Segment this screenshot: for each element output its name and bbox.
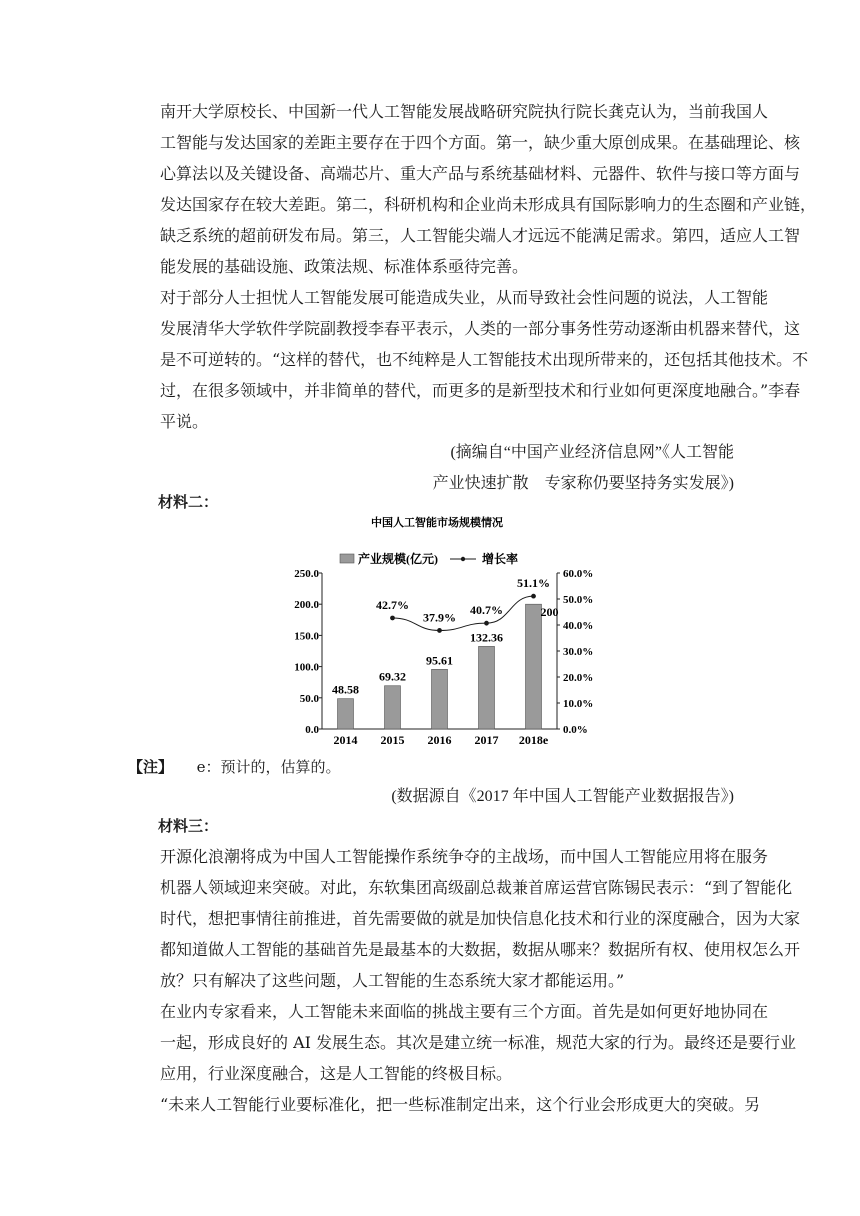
bar-value-label: 95.61 (426, 653, 453, 668)
bar (479, 646, 495, 729)
material3-heading: 材料三： (158, 817, 219, 835)
growth-rate-label: 42.7% (376, 597, 409, 612)
material2-heading: 材料二： (158, 493, 219, 511)
text-line: 都知道做人工智能的基础首先是最基本的大数据，数据从哪来？数据所有权、使用权怎么开 (160, 940, 801, 959)
bar-value-label: 132.36 (470, 630, 503, 645)
bar (432, 669, 448, 729)
paragraph-material3-c (128, 1089, 761, 1120)
source-citation-1-line2: 产业快速扩散 专家称仍要坚持务实发展》) (432, 475, 734, 492)
text-line: 对于部分人士担忧人工智能发展可能造成失业，从而导致社会性问题的说法，人工智能 (160, 288, 769, 307)
x-tick-label: 2016 (427, 733, 452, 747)
growth-rate-label: 40.7% (470, 603, 503, 618)
text-line: 机器人领域迎来突破。对此，东软集团高级副总裁兼首席运营官陈锡民表示：“到了智能化 (160, 878, 793, 897)
paragraph-material1-a (128, 96, 817, 282)
right-tick-label: 10.0% (563, 698, 594, 710)
text-line: 发展清华大学软件学院副教授李春平表示，人类的一部分事务性劳动逐渐由机器来替代，这 (160, 319, 801, 338)
chart-note (128, 756, 340, 777)
right-tick-label: 40.0% (563, 620, 594, 632)
left-tick-label: 250.0 (294, 568, 319, 580)
text-line: 开源化浪潮将成为中国人工智能操作系统争夺的主战场，而中国人工智能应用将在服务 (160, 847, 769, 866)
text-line: 平说。 (160, 412, 209, 431)
text-line: “未来人工智能行业要标准化，把一些标准制定出来，这个行业会形成更大的突破。另 (160, 1095, 761, 1114)
source-citation-2: (数据源自《2017 年中国人工智能产业数据报告》) (391, 788, 734, 805)
bar-value-label: 69.32 (379, 669, 406, 684)
source-citation-1-line1: (摘编自“中国产业经济信息网”《人工智能 (450, 444, 734, 461)
right-tick-label: 50.0% (563, 594, 594, 606)
bar (526, 604, 542, 729)
right-tick-label: 0.0% (563, 724, 588, 736)
x-tick-label: 2018e (518, 733, 549, 747)
bar (338, 699, 354, 729)
growth-rate-point (390, 616, 395, 621)
text-line: 时代，想把事情往前推进，首先需要做的就是加快信息化技术和行业的深度融合，因为大家 (160, 909, 801, 928)
legend-line-marker (461, 557, 465, 561)
text-line: 心算法以及关键设备、高端芯片、重大产品与系统基础材料、元器件、软件与接口等方面与 (160, 164, 801, 183)
bar-value-label: 48.58 (332, 682, 359, 697)
text-line: 缺乏系统的超前研发布局。第三，人工智能尖端人才远远不能满足需求。第四，适应人工智 (160, 226, 801, 245)
paragraph-material3-a (128, 841, 801, 996)
right-tick-label: 30.0% (563, 646, 594, 658)
x-tick-label: 2017 (474, 733, 499, 747)
text-line: 南开大学原校长、中国新一代人工智能发展战略研究院执行院长龚克认为，当前我国人 (160, 102, 769, 121)
chart-note-text: e：预计的，估算的。 (196, 758, 341, 776)
left-tick-label: 100.0 (294, 661, 319, 674)
growth-rate-line (393, 596, 534, 630)
right-tick-label: 20.0% (563, 672, 594, 684)
growth-rate-point (484, 621, 489, 626)
left-tick-label: 50.0 (299, 692, 319, 705)
x-tick-label: 2014 (333, 733, 358, 747)
text-line: 工智能与发达国家的差距主要存在于四个方面。第一，缺少重大原创成果。在基础理论、核 (160, 133, 801, 152)
text-line: 在业内专家看来，人工智能未来面临的挑战主要有三个方面。首先是如何更好地协同在 (160, 1002, 769, 1021)
bar (385, 686, 401, 729)
text-line: 一起，形成良好的 AI 发展生态。其次是建立统一标准，规范大家的行为。最终还是要行业 (160, 1033, 797, 1052)
legend-line-label: 增长率 (482, 552, 519, 566)
legend-bar-label: 产业规模(亿元) (358, 552, 438, 566)
left-tick-label: 0.0 (305, 724, 319, 736)
bar-value-label: 200 (540, 605, 559, 620)
text-line: 是不可逆转的。“这样的替代，也不纯粹是人工智能技术出现所带来的，还包括其他技术。不 (160, 350, 809, 369)
market-size-chart (262, 508, 612, 758)
left-tick-label: 200.0 (294, 599, 319, 612)
text-line: 放？只有解决了这些问题，人工智能的生态系统大家才都能运用。” (160, 971, 625, 990)
growth-rate-label: 37.9% (423, 610, 456, 625)
growth-rate-point (437, 628, 442, 633)
chart-note-label: 【注】 (128, 758, 174, 776)
left-tick-label: 150.0 (294, 630, 319, 643)
text-line: 应用，行业深度融合，这是人工智能的终极目标。 (160, 1064, 513, 1083)
text-line: 过，在很多领域中，并非简单的替代，而更多的是新型技术和行业如何更深度地融合。”李春 (160, 381, 801, 400)
x-tick-label: 2015 (380, 733, 405, 747)
chart-title: 中国人工智能市场规模情况 (371, 517, 503, 529)
legend-bar-swatch (340, 554, 354, 563)
right-tick-label: 60.0% (563, 568, 594, 580)
paragraph-material3-b (128, 996, 797, 1089)
growth-rate-label: 51.1% (517, 576, 550, 591)
text-line: 能发展的基础设施、政策法规、标准体系亟待完善。 (160, 257, 529, 276)
source-citation-1 (433, 437, 734, 499)
text-line: 发达国家存在较大差距。第二，科研机构和企业尚未形成具有国际影响力的生态圈和产业链， (160, 195, 817, 214)
paragraph-material1-b (128, 282, 809, 437)
growth-rate-point (531, 594, 536, 599)
